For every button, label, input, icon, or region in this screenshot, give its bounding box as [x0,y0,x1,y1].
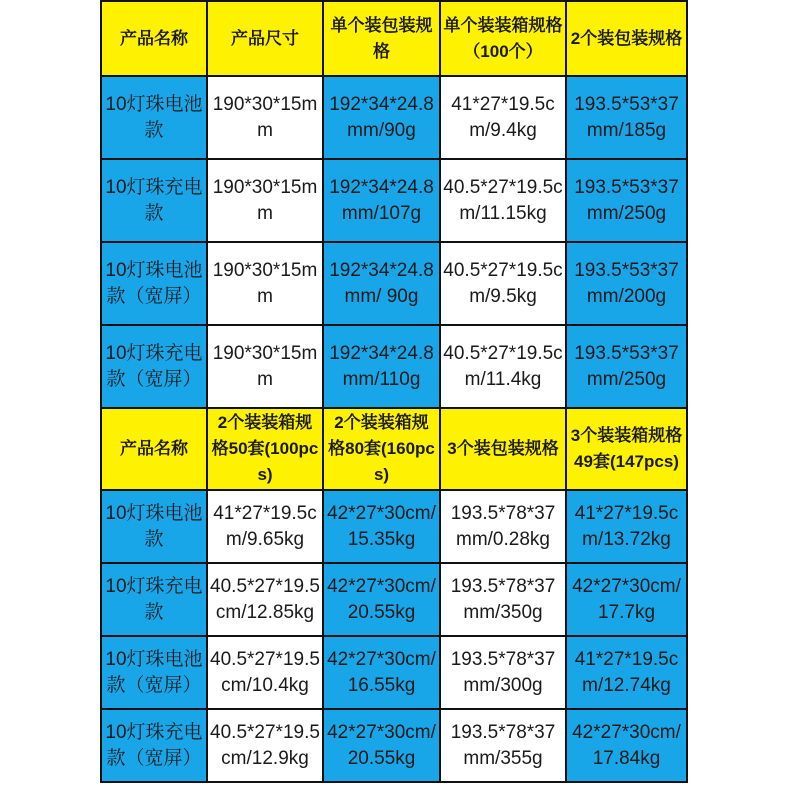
table-row [101,76,687,159]
product-name-cell: 10灯珠电池款 [101,490,207,563]
table-row [101,709,687,782]
spec-cell: 193.5*78*37mm/0.28kg [440,490,566,563]
header-cell: 2个装装箱规格80套(160pcs) [323,408,440,490]
header-row-2 [101,408,687,490]
spec-cell: 42*27*30cm/17.84kg [566,709,687,782]
header-cell: 产品尺寸 [207,1,323,76]
product-spec-table [100,0,688,783]
spec-cell: 193.5*78*37mm/350g [440,563,566,636]
spec-cell: 40.5*27*19.5cm/11.15kg [440,159,566,242]
spec-cell: 40.5*27*19.5cm/11.4kg [440,325,566,408]
spec-cell: 41*27*19.5cm/9.4kg [440,76,566,159]
table-row [101,563,687,636]
spec-cell: 193.5*53*37mm/185g [566,76,687,159]
table-row [101,636,687,709]
spec-cell: 192*34*24.8mm/107g [323,159,440,242]
spec-cell: 193.5*78*37mm/355g [440,709,566,782]
header-cell: 3个装包装规格 [440,408,566,490]
spec-cell: 40.5*27*19.5cm/9.5kg [440,242,566,325]
spec-cell: 192*34*24.8mm/ 90g [323,242,440,325]
spec-cell: 193.5*78*37mm/300g [440,636,566,709]
spec-cell: 40.5*27*19.5cm/12.9kg [207,709,323,782]
spec-cell: 40.5*27*19.5cm/10.4kg [207,636,323,709]
table-row [101,325,687,408]
header-cell: 2个装装箱规格50套(100pcs) [207,408,323,490]
table-row [101,490,687,563]
table-row [101,159,687,242]
header-cell: 单个装装箱规格（100个） [440,1,566,76]
table-row [101,242,687,325]
spec-cell: 192*34*24.8mm/90g [323,76,440,159]
spec-cell: 42*27*30cm/15.35kg [323,490,440,563]
header-cell: 单个装包装规格 [323,1,440,76]
product-name-cell: 10灯珠充电款（宽屏） [101,325,207,408]
header-cell: 3个装装箱规格49套(147pcs) [566,408,687,490]
product-name-cell: 10灯珠充电款（宽屏） [101,709,207,782]
spec-cell: 190*30*15mm [207,76,323,159]
spec-cell: 192*34*24.8mm/110g [323,325,440,408]
spec-cell: 190*30*15mm [207,159,323,242]
spec-cell: 42*27*30cm/17.7kg [566,563,687,636]
spec-cell: 190*30*15mm [207,325,323,408]
spec-cell: 42*27*30cm/16.55kg [323,636,440,709]
spec-cell: 193.5*53*37mm/200g [566,242,687,325]
spec-cell: 193.5*53*37mm/250g [566,159,687,242]
header-cell: 产品名称 [101,408,207,490]
header-cell: 产品名称 [101,1,207,76]
spec-cell: 40.5*27*19.5cm/12.85kg [207,563,323,636]
spec-cell: 42*27*30cm/20.55kg [323,709,440,782]
spec-cell: 193.5*53*37mm/250g [566,325,687,408]
spec-cell: 42*27*30cm/20.55kg [323,563,440,636]
spec-cell: 41*27*19.5cm/13.72kg [566,490,687,563]
spec-cell: 190*30*15mm [207,242,323,325]
product-name-cell: 10灯珠充电款 [101,159,207,242]
spec-cell: 41*27*19.5cm/12.74kg [566,636,687,709]
product-name-cell: 10灯珠电池款（宽屏） [101,242,207,325]
product-name-cell: 10灯珠充电款 [101,563,207,636]
header-cell: 2个装包装规格 [566,1,687,76]
spec-cell: 41*27*19.5cm/9.65kg [207,490,323,563]
header-row-1 [101,1,687,76]
product-name-cell: 10灯珠电池款 [101,76,207,159]
product-name-cell: 10灯珠电池款（宽屏） [101,636,207,709]
